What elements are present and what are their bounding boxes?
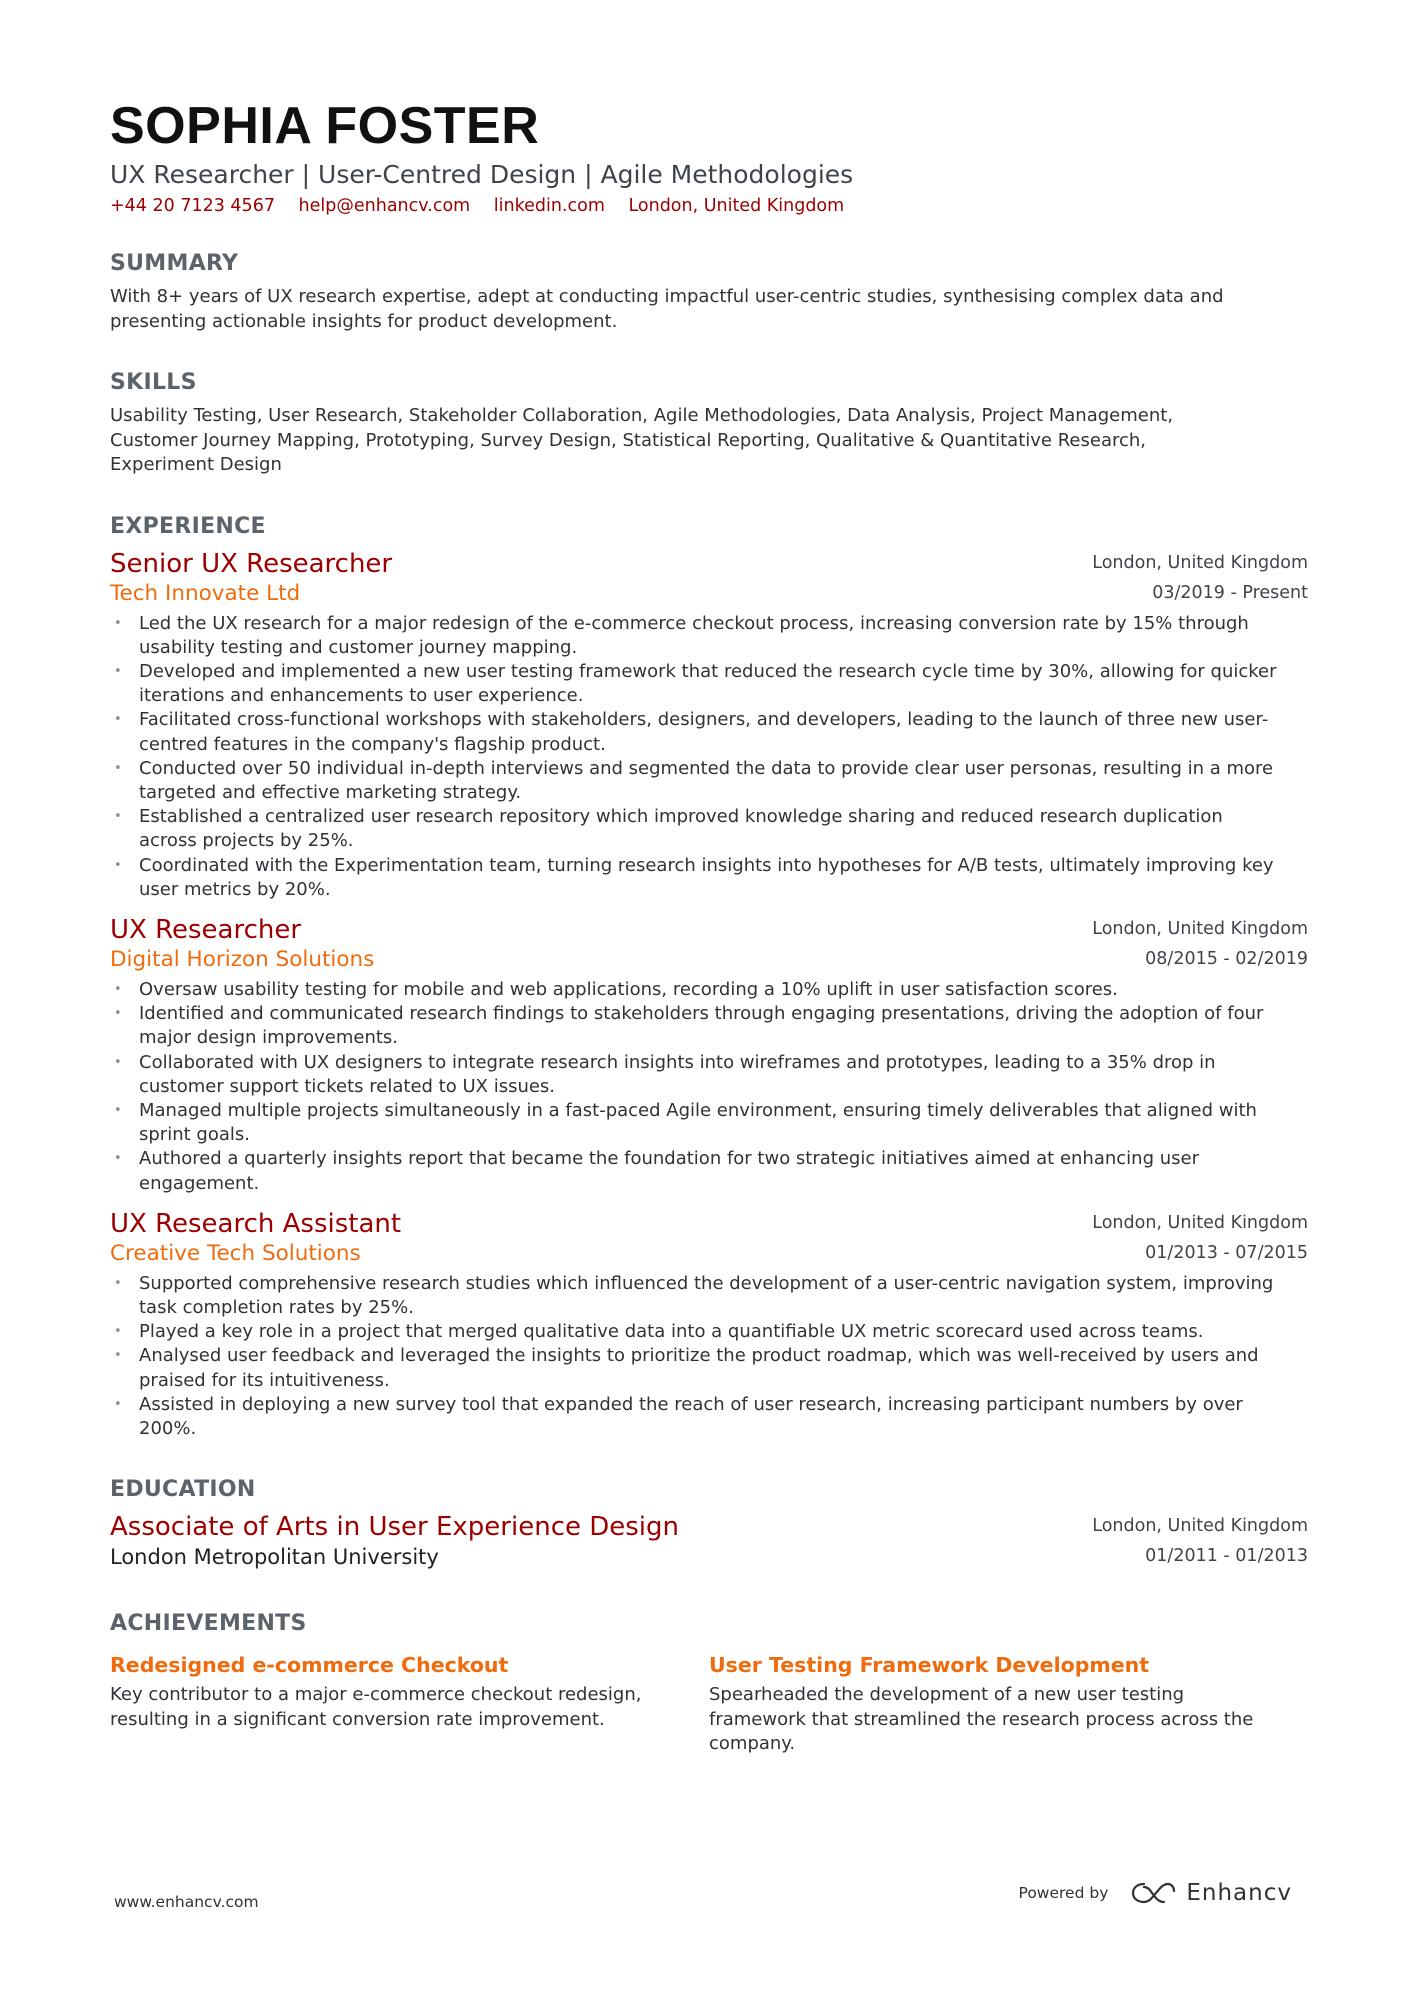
job-dates: 08/2015 - 02/2019 (1145, 948, 1308, 969)
bullet-item: • Analysed user feedback and leveraged the insights to prioritize the product roadmap, which was well-received by users and praised for its intuitiveness. (110, 1344, 1308, 1392)
education-section (110, 1475, 1308, 1571)
bullet-item: • Collaborated with UX designers to integrate research insights into wireframes and prototypes, leading to a 35% drop in customer support tickets related to UX issues. (110, 1051, 1308, 1099)
job-title: UX Research Assistant (110, 1208, 402, 1239)
skills-line: Experiment Design (110, 454, 282, 475)
section-title-skills: SKILLS (110, 370, 197, 395)
candidate-name: SOPHIA FOSTER (110, 97, 540, 155)
job-dates: 03/2019 - Present (1152, 582, 1308, 603)
education-location: London, United Kingdom (1092, 1516, 1308, 1537)
job-dates: 01/2013 - 07/2015 (1145, 1242, 1308, 1263)
school-name: London Metropolitan University (110, 1545, 439, 1570)
achievements-section (110, 1609, 1308, 1757)
summary-section (110, 249, 1308, 334)
skills-text (110, 404, 1308, 478)
job-bullets (110, 978, 1308, 1196)
job-location: London, United Kingdom (1092, 918, 1308, 939)
summary-line: presenting actionable insights for product development. (110, 310, 618, 332)
achievement-item (709, 1651, 1308, 1757)
job-location: London, United Kingdom (1092, 552, 1308, 573)
job-entry (110, 548, 1308, 902)
achievement-description: Spearheaded the development of a new user testing framework that streamlined the research process across the company. (709, 1684, 1254, 1755)
section-title-experience: EXPERIENCE (110, 513, 266, 539)
brand-name: Enhancv (1186, 1880, 1292, 1906)
email-link[interactable]: help@enhancv.com (298, 196, 471, 216)
bullet-item: • Oversaw usability testing for mobile and web applications, recording a 10% uplift in user satisfaction scores. (110, 978, 1308, 1002)
location: London, United Kingdom (628, 196, 845, 216)
bullet-item: • Authored a quarterly insights report that became the foundation for two strategic initiatives aimed at enhancing user engagement. (110, 1147, 1308, 1195)
bullet-item: • Coordinated with the Experimentation team, turning research insights into hypotheses for A/B tests, ultimately improving key user metrics by 20%. (110, 854, 1308, 902)
education-dates: 01/2011 - 01/2013 (1145, 1546, 1308, 1567)
job-location: London, United Kingdom (1092, 1212, 1308, 1233)
brand-logo[interactable] (1130, 1880, 1292, 1906)
bullet-item: • Facilitated cross-functional workshops with stakeholders, designers, and developers, leading to the launch of three new user- centred features in the company's flagship product. (110, 708, 1308, 756)
achievement-description: Key contributor to a major e-commerce checkout redesign, resulting in a significant conversion rate improvement. (110, 1684, 642, 1730)
resume-header (110, 96, 1308, 219)
section-title-achievements: ACHIEVEMENTS (110, 1611, 307, 1637)
achievement-item (110, 1651, 709, 1757)
headline: UX Researcher | User-Centred Design | Agile Methodologies (110, 160, 854, 189)
phone: +44 20 7123 4567 (110, 196, 275, 216)
bullet-item: • Identified and communicated research findings to stakeholders through engaging presentations, driving the adoption of four major design improvements. (110, 1002, 1308, 1050)
footer-website-link[interactable]: www.enhancv.com (114, 1893, 259, 1911)
job-entry (110, 914, 1308, 1196)
bullet-item: • Managed multiple projects simultaneously in a fast-paced Agile environment, ensuring timely deliverables that aligned with sprint goals. (110, 1099, 1308, 1147)
job-title: UX Researcher (110, 914, 302, 945)
experience-section (110, 512, 1308, 1442)
job-entry (110, 1208, 1308, 1441)
powered-by-label: Powered by (1018, 1884, 1109, 1902)
footer-branding (1019, 1880, 1292, 1906)
bullet-item: • Developed and implemented a new user testing framework that reduced the research cycle time by 30%, allowing for quicker iterations and enhancements to user experience. (110, 660, 1308, 708)
achievement-title: User Testing Framework Development (709, 1653, 1150, 1678)
enhancv-logo-icon (1130, 1880, 1176, 1906)
job-bullets (110, 612, 1308, 902)
achievement-title: Redesigned e-commerce Checkout (110, 1653, 509, 1678)
section-title-summary: SUMMARY (110, 251, 239, 276)
job-title: Senior UX Researcher (110, 548, 393, 579)
section-title-education: EDUCATION (110, 1477, 256, 1503)
bullet-item: • Led the UX research for a major redesign of the e-commerce checkout process, increasing conversion rate by 15% through usability testing and customer journey mapping. (110, 612, 1308, 660)
company-name: Tech Innovate Ltd (110, 580, 301, 606)
contact-info (110, 193, 1308, 219)
job-bullets (110, 1272, 1308, 1441)
company-name: Digital Horizon Solutions (110, 946, 375, 972)
resume-content (110, 96, 1308, 1757)
skills-line: Usability Testing, User Research, Stakeholder Collaboration, Agile Methodologies, Data Analysis, Project Management, (110, 405, 1174, 426)
bullet-item: • Conducted over 50 individual in-depth interviews and segmented the data to provide clear user personas, resulting in a more targeted and effective marketing strategy. (110, 757, 1308, 805)
degree-title: Associate of Arts in User Experience Design (110, 1512, 680, 1543)
bullet-item: • Played a key role in a project that merged qualitative data into a quantifiable UX metric scorecard used across teams. (110, 1320, 1308, 1344)
bullet-item: • Assisted in deploying a new survey tool that expanded the reach of user research, increasing participant numbers by over 200%. (110, 1393, 1308, 1441)
summary-line: With 8+ years of UX research expertise, adept at conducting impactful user-centric studies, synthesising complex data and (110, 286, 1224, 307)
company-name: Creative Tech Solutions (110, 1240, 361, 1266)
bullet-item: • Supported comprehensive research studies which influenced the development of a user-centric navigation system, improving task completion rates by 25%. (110, 1272, 1308, 1320)
summary-text (110, 285, 1308, 334)
skills-line: Customer Journey Mapping, Prototyping, Survey Design, Statistical Reporting, Qualitative & Quantitative Research, (110, 429, 1147, 451)
bullet-item: • Established a centralized user research repository which improved knowledge sharing and reduced research duplication across projects by 25%. (110, 805, 1308, 853)
skills-section (110, 368, 1308, 478)
linkedin-link[interactable]: linkedin.com (493, 196, 605, 216)
